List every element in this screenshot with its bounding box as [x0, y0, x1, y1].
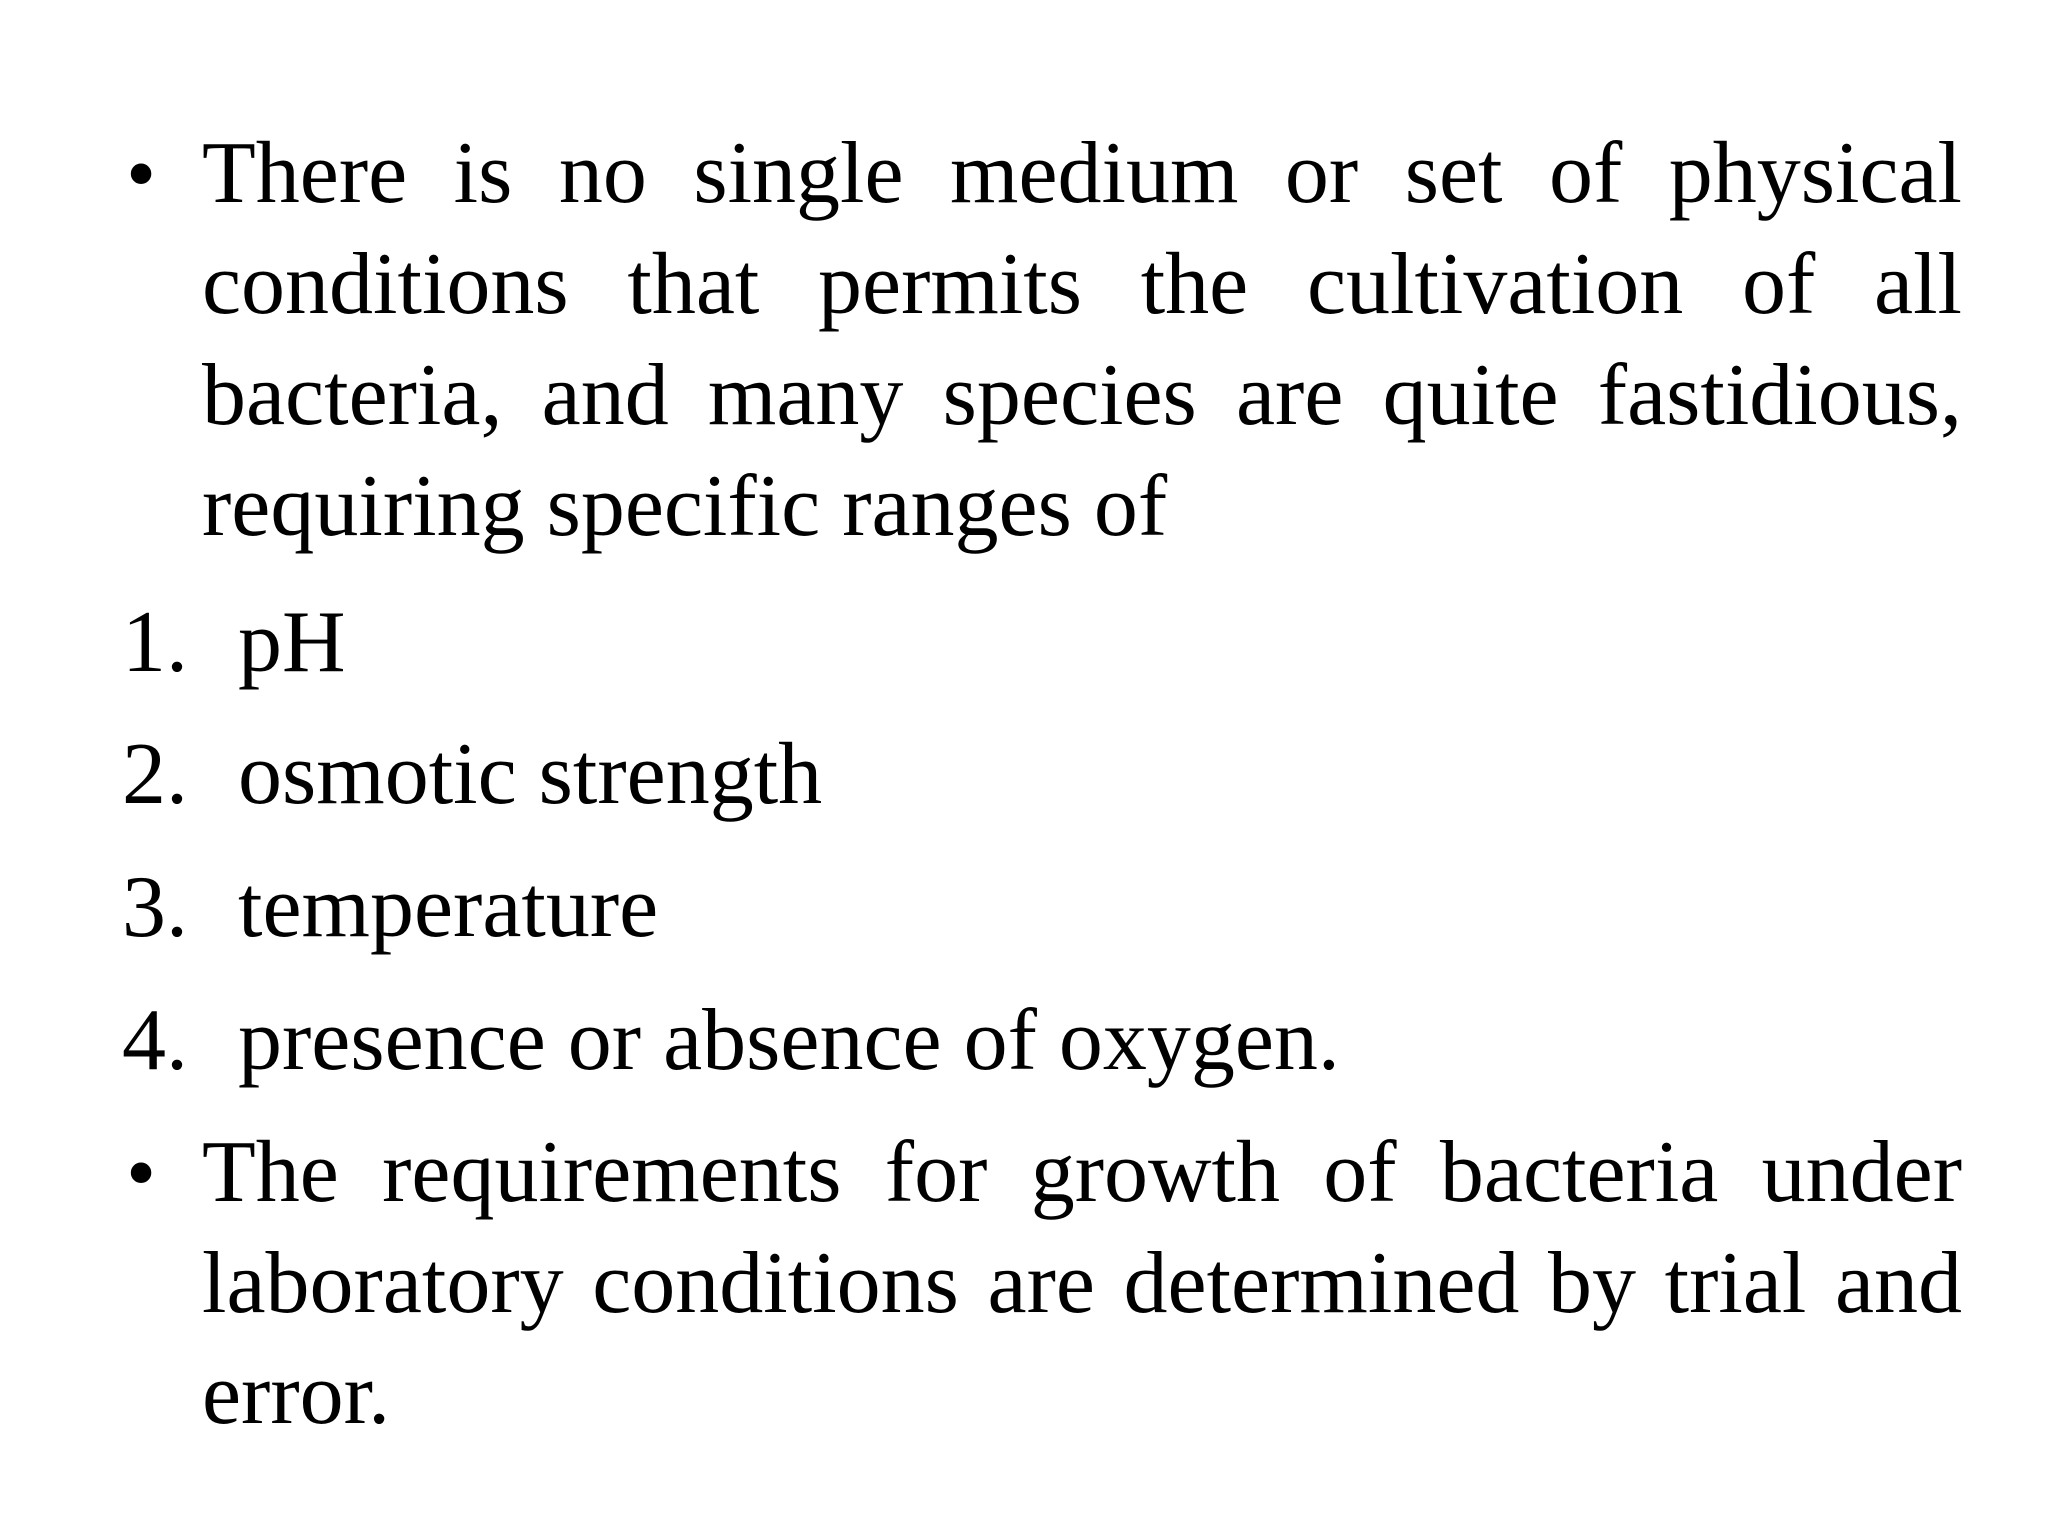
- list-text: pH: [238, 594, 346, 691]
- bullet-marker: •: [126, 1124, 157, 1220]
- list-item: [122, 587, 346, 698]
- list-text: osmotic strength: [238, 726, 823, 823]
- list-text: temperature: [238, 859, 659, 956]
- list-item: [122, 852, 658, 963]
- bullet-conclusion: [126, 1117, 1962, 1450]
- conclusion-text: The requirements for growth of bacteria under laboratory conditions are determined by trial and error.: [202, 1124, 1962, 1443]
- bullet-marker: •: [126, 125, 157, 221]
- intro-text: There is no single medium or set of physical conditions that permits the cultivation of all bacteria, and many species are quite fastidious, requiring specific ranges of: [202, 125, 1962, 555]
- list-number: 4.: [122, 992, 188, 1089]
- list-item: [122, 985, 1340, 1096]
- list-item: [122, 719, 822, 830]
- list-number: 3.: [122, 859, 188, 956]
- bullet-intro: [126, 118, 1962, 562]
- list-text: presence or absence of oxygen.: [238, 992, 1340, 1089]
- list-number: 2.: [122, 726, 188, 823]
- list-number: 1.: [122, 594, 188, 691]
